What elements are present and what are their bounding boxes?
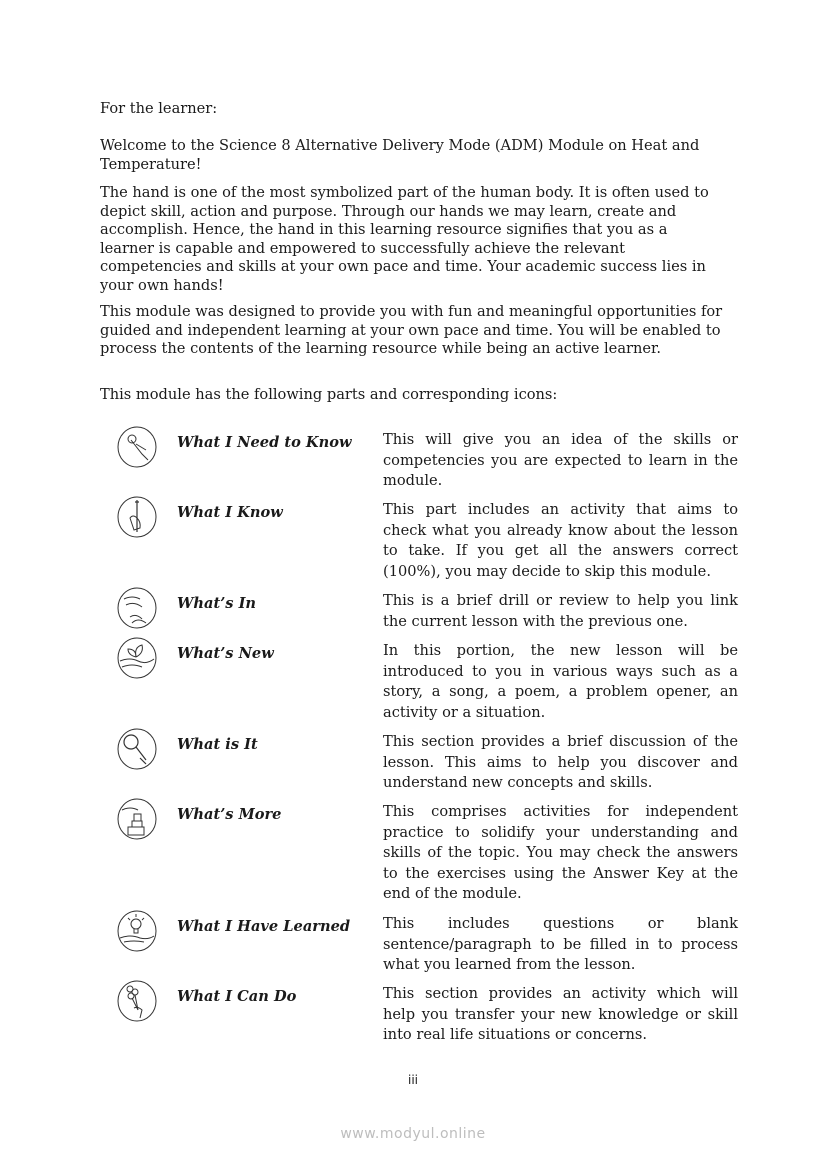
hand-paragraph: The hand is one of the most symbolized part of the human body. It is often used to depict skill, action and purpose. Through our hands we may learn, create and accomplish. Hence, the hand in this learning resource signifies that you as a learner is capable and empowered to successfully achieve the relevant competencies and skills at your own pace and time. Your academic success lies in your own hands! xyxy=(100,184,709,294)
hand-blocks-icon xyxy=(116,798,158,840)
part-description: This will give you an idea of the skills or competencies you are expected to learn in the module. xyxy=(383,431,738,490)
hands-reaching-icon xyxy=(116,587,158,629)
page-number: iii xyxy=(407,1073,418,1087)
parts-intro: This module has the following parts and corresponding icons: xyxy=(100,386,558,403)
part-title: What I Have Learned xyxy=(177,918,351,935)
welcome-paragraph: Welcome to the Science 8 Alternative Delivery Mode (ADM) Module on Heat and Temperature! xyxy=(100,137,700,173)
hand-pencil-icon xyxy=(116,496,158,538)
part-description: This comprises activities for independent practice to solidify your understanding and skills of the topic. You may check the answers to the exercises using the Answer Key at the end of the module. xyxy=(383,803,738,903)
hand-flowers-icon xyxy=(116,980,158,1022)
part-title: What’s In xyxy=(177,595,257,612)
magnifying-glass-icon xyxy=(116,728,158,770)
part-description: This section provides a brief discussion of the lesson. This aims to help you discover and understand new concepts and skills. xyxy=(383,733,738,792)
part-title: What’s New xyxy=(177,645,274,662)
part-description: This part includes an activity that aims to check what you already know about the lesson to take. If you get all the answers correct (100%), you may decide to skip this module. xyxy=(383,501,738,580)
part-description: This is a brief drill or review to help you link the current lesson with the previous one. xyxy=(383,592,738,630)
part-title: What is It xyxy=(177,736,258,753)
part-title: What I Know xyxy=(177,504,283,521)
part-description: This section provides an activity which will help you transfer your new knowledge or skill into real life situations or concerns. xyxy=(383,985,738,1044)
part-description: In this portion, the new lesson will be introduced to you in various ways such as a story, a song, a poem, a problem opener, an activity or a situation. xyxy=(383,642,738,721)
part-title: What I Need to Know xyxy=(177,434,352,451)
part-title: What I Can Do xyxy=(177,988,297,1005)
part-title: What’s More xyxy=(177,806,282,823)
module-paragraph: This module was designed to provide you with fun and meaningful opportunities for guided and independent learning at your own pace and time. You will be enabled to process the contents of the learning resource while being an active learner. xyxy=(100,303,723,357)
hand-sprout-icon xyxy=(116,637,158,679)
part-description: This includes questions or blank sentence/paragraph to be filled in to process what you learned from the lesson. xyxy=(383,915,738,974)
hand-pointing-icon xyxy=(116,426,158,468)
lightbulb-hand-icon xyxy=(116,910,158,952)
watermark: www.modyul.online xyxy=(340,1126,486,1142)
greeting: For the learner: xyxy=(100,100,218,117)
